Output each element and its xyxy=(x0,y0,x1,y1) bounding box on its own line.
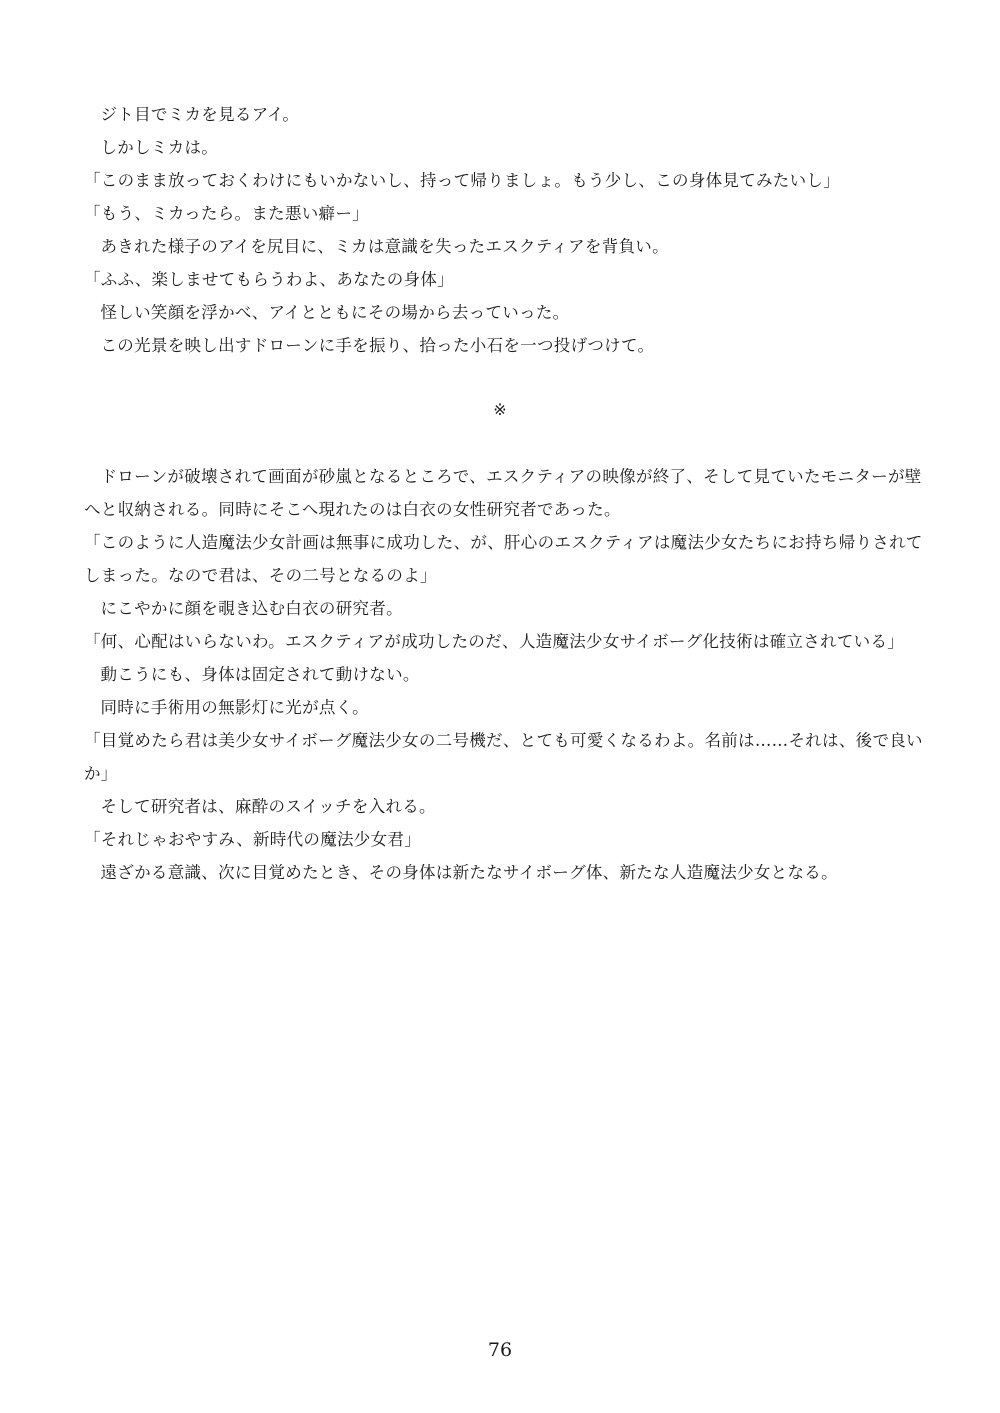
dialogue-line: 「ふふ、楽しませてもらうわよ、あなたの身体」 xyxy=(84,270,454,289)
paragraph: 同時に手術用の無影灯に光が点く。 xyxy=(100,698,369,717)
text-section-2 xyxy=(84,460,924,889)
paragraph: ジト目でミカを見るアイ。 xyxy=(100,105,300,124)
paragraph: にこやかに顔を覗き込む白衣の研究者。 xyxy=(100,599,403,618)
page-number: 76 xyxy=(487,1339,513,1361)
paragraph: 動こうにも、身体は固定されて動けない。 xyxy=(100,665,420,684)
dialogue-line: 「何、心配はいらないわ。エスクティアが成功したのだ、人造魔法少女サイボーグ化技術は確立されている」 xyxy=(84,632,905,651)
paragraph: しかしミカは。 xyxy=(100,138,219,157)
paragraph: この光景を映し出すドローンに手を振り、拾った小石を一つ投げつけて。 xyxy=(100,336,655,355)
dialogue-line: 「このまま放っておくわけにもいかないし、持って帰りましょ。もう少し、この身体見てみたいし」 xyxy=(84,171,840,190)
dialogue-line: 「それじゃおやすみ、新時代の魔法少女君」 xyxy=(84,830,421,849)
paragraph: 遠ざかる意識、次に目覚めたとき、その身体は新たなサイボーグ体、新たな人造魔法少女となる。 xyxy=(100,863,838,882)
dialogue-line: 「目覚めたら君は美少女サイボーグ魔法少女の二号機だ、とても可愛くなるわよ。名前は……それは、後で良いか」 xyxy=(84,731,923,783)
paragraph: 怪しい笑顔を浮かべ、アイとともにその場から去っていった。 xyxy=(100,303,570,322)
dialogue-line: 「もう、ミカったら。また悪い癖ー」 xyxy=(84,204,369,223)
paragraph: ドローンが破壊されて画面が砂嵐となるところで、エスクティアの映像が終了、そして見ていたモニターが壁へと収納される。同時にそこへ現れたのは白衣の女性研究者であった。 xyxy=(84,467,922,519)
paragraph: あきれた様子のアイを尻目に、ミカは意識を失ったエスクティアを背負い。 xyxy=(100,237,669,256)
paragraph: そして研究者は、麻酔のスイッチを入れる。 xyxy=(100,797,436,816)
text-section-1 xyxy=(84,98,924,362)
dialogue-line: 「このように人造魔法少女計画は無事に成功した、が、肝心のエスクティアは魔法少女たちにお持ち帰りされてしまった。なので君は、その二号となるのよ」 xyxy=(84,533,923,585)
scene-break-mark: ※ xyxy=(493,400,507,419)
